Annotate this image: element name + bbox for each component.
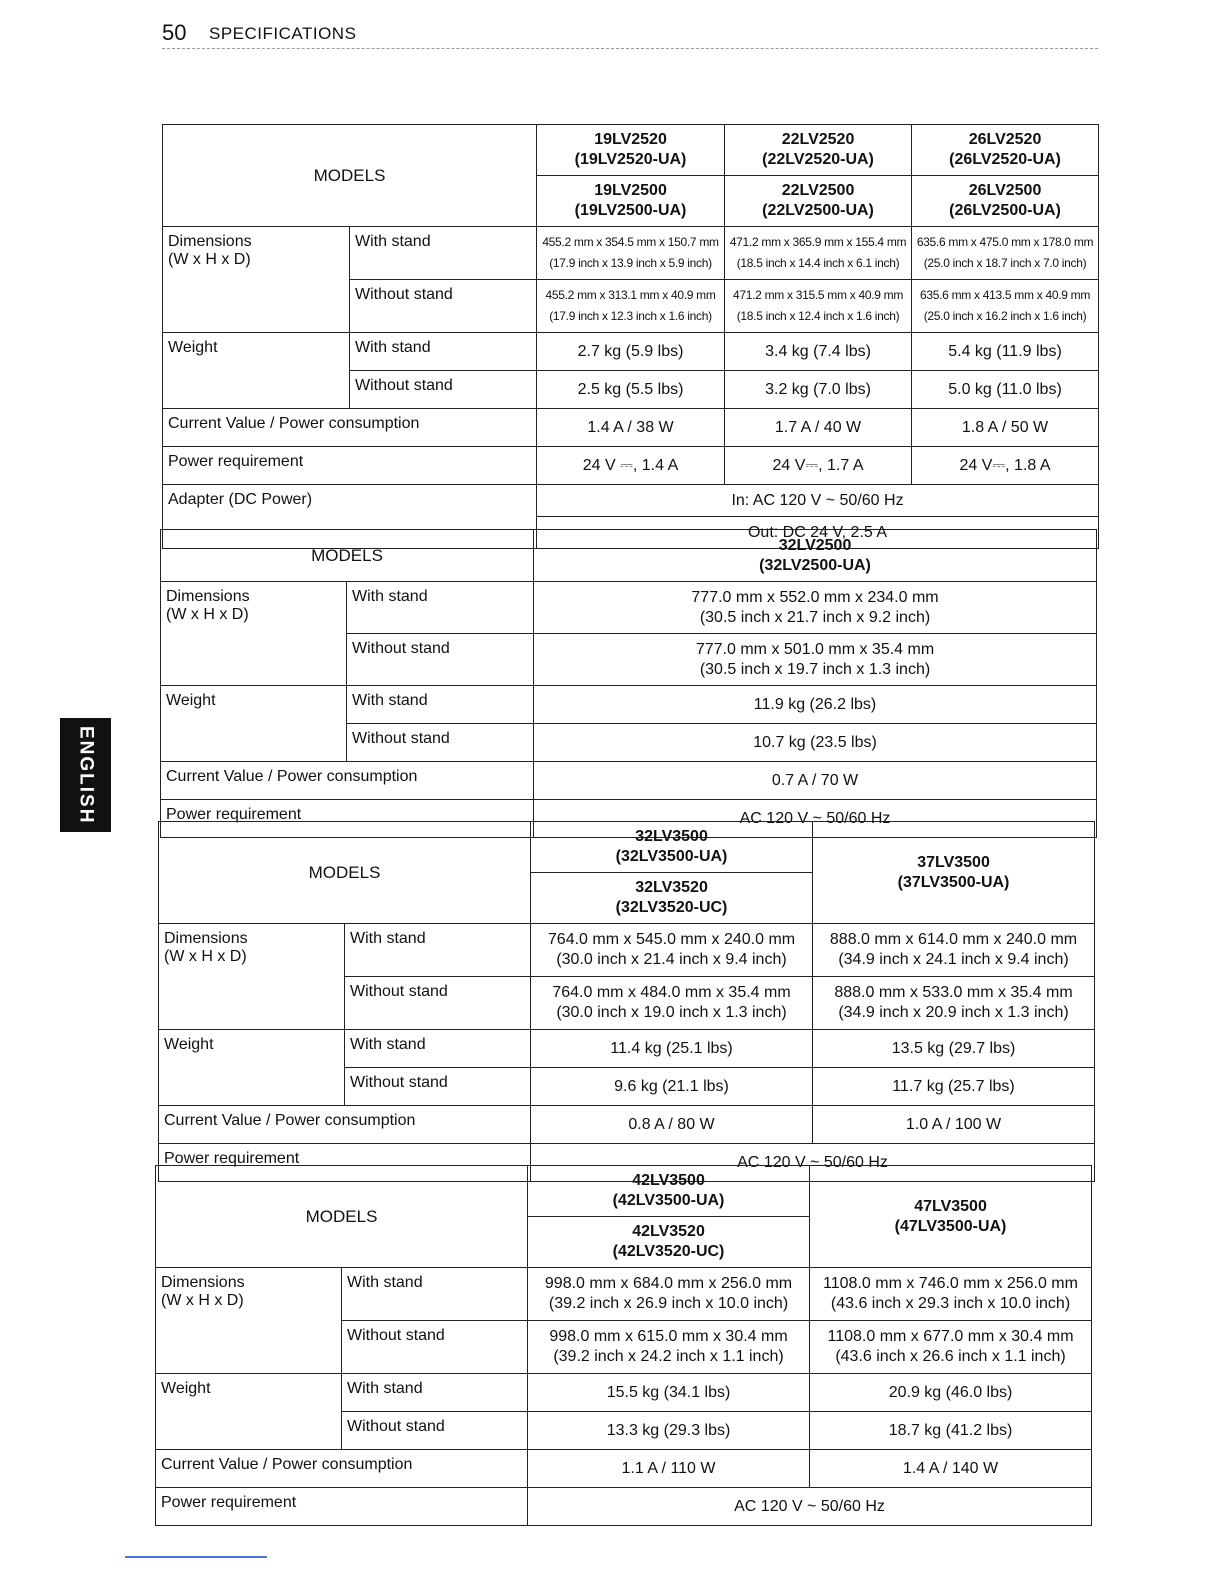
page-header <box>162 20 1098 49</box>
model-name: 42LV3520 (42LV3520-UC) <box>528 1217 810 1268</box>
without-stand-label: Without stand <box>345 977 531 1030</box>
model-name: 22LV2520 (22LV2520-UA) <box>725 125 912 176</box>
weight-value: 9.6 kg (21.1 lbs) <box>531 1068 813 1106</box>
current-label: Current Value / Power consumption <box>159 1106 531 1144</box>
current-value: 1.4 A / 38 W <box>537 409 725 447</box>
weight-value: 11.9 kg (26.2 lbs) <box>534 686 1097 724</box>
without-stand-label: Without stand <box>347 634 534 686</box>
page-title: SPECIFICATIONS <box>209 24 357 43</box>
model-name: 47LV3500 (47LV3500-UA) <box>810 1166 1092 1268</box>
current-value: 0.7 A / 70 W <box>534 762 1097 800</box>
model-name: 19LV2500 (19LV2500-UA) <box>537 176 725 227</box>
without-stand-label: Without stand <box>342 1412 528 1450</box>
dimensions-label: Dimensions (W x H x D) <box>161 582 347 686</box>
dimension-value: 777.0 mm x 501.0 mm x 35.4 mm (30.5 inch x 19.7 inch x 1.3 inch) <box>534 634 1097 686</box>
language-tab: ENGLISH <box>60 718 111 832</box>
adapter-in-value: In: AC 120 V ~ 50/60 Hz <box>537 485 1099 517</box>
spec-table-32lv2500 <box>160 529 1097 838</box>
weight-value: 18.7 kg (41.2 lbs) <box>810 1412 1092 1450</box>
weight-value: 20.9 kg (46.0 lbs) <box>810 1374 1092 1412</box>
weight-value: 3.4 kg (7.4 lbs) <box>725 333 912 371</box>
dimension-value: 998.0 mm x 615.0 mm x 30.4 mm (39.2 inch x 24.2 inch x 1.1 inch) <box>528 1321 810 1374</box>
power-requirement-label: Power requirement <box>161 800 534 838</box>
models-header: MODELS <box>156 1166 528 1268</box>
power-value: AC 120 V ~ 50/60 Hz <box>528 1488 1092 1526</box>
with-stand-label: With stand <box>347 582 534 634</box>
power-value: 24 V ⎓, 1.4 A <box>537 447 725 485</box>
dimension-value: 888.0 mm x 614.0 mm x 240.0 mm (34.9 inch x 24.1 inch x 9.4 inch) <box>813 924 1095 977</box>
current-value: 0.8 A / 80 W <box>531 1106 813 1144</box>
weight-value: 2.5 kg (5.5 lbs) <box>537 371 725 409</box>
without-stand-label: Without stand <box>345 1068 531 1106</box>
weight-value: 13.5 kg (29.7 lbs) <box>813 1030 1095 1068</box>
weight-label: Weight <box>159 1030 345 1106</box>
dimension-value: 635.6 mm x 475.0 mm x 178.0 mm (25.0 inch x 18.7 inch x 7.0 inch) <box>912 227 1099 280</box>
footer-rule <box>125 1556 267 1558</box>
model-name: 32LV2500 (32LV2500-UA) <box>534 530 1097 582</box>
dimension-value: 888.0 mm x 533.0 mm x 35.4 mm (34.9 inch x 20.9 inch x 1.3 inch) <box>813 977 1095 1030</box>
without-stand-label: Without stand <box>342 1321 528 1374</box>
model-name: 19LV2520 (19LV2520-UA) <box>537 125 725 176</box>
weight-label: Weight <box>163 333 350 409</box>
dimensions-label: Dimensions (W x H x D) <box>159 924 345 1030</box>
weight-value: 5.4 kg (11.9 lbs) <box>912 333 1099 371</box>
without-stand-label: Without stand <box>347 724 534 762</box>
dimension-value: 455.2 mm x 313.1 mm x 40.9 mm (17.9 inch x 12.3 inch x 1.6 inch) <box>537 280 725 333</box>
power-requirement-label: Power requirement <box>156 1488 528 1526</box>
weight-value: 10.7 kg (23.5 lbs) <box>534 724 1097 762</box>
power-value: 24 V⎓, 1.7 A <box>725 447 912 485</box>
models-header: MODELS <box>161 530 534 582</box>
model-name: 42LV3500 (42LV3500-UA) <box>528 1166 810 1217</box>
power-value: 24 V⎓, 1.8 A <box>912 447 1099 485</box>
dimension-value: 998.0 mm x 684.0 mm x 256.0 mm (39.2 inch x 26.9 inch x 10.0 inch) <box>528 1268 810 1321</box>
dimension-value: 764.0 mm x 484.0 mm x 35.4 mm (30.0 inch x 19.0 inch x 1.3 inch) <box>531 977 813 1030</box>
weight-label: Weight <box>161 686 347 762</box>
with-stand-label: With stand <box>347 686 534 724</box>
current-value: 1.1 A / 110 W <box>528 1450 810 1488</box>
power-requirement-label: Power requirement <box>159 1144 531 1182</box>
current-value: 1.4 A / 140 W <box>810 1450 1092 1488</box>
with-stand-label: With stand <box>342 1268 528 1321</box>
model-name: 32LV3500 (32LV3500-UA) <box>531 822 813 873</box>
model-name: 26LV2500 (26LV2500-UA) <box>912 176 1099 227</box>
current-value: 1.7 A / 40 W <box>725 409 912 447</box>
power-value: AC 120 V ~ 50/60 Hz <box>534 800 1097 838</box>
weight-value: 5.0 kg (11.0 lbs) <box>912 371 1099 409</box>
with-stand-label: With stand <box>345 924 531 977</box>
dimension-value: 635.6 mm x 413.5 mm x 40.9 mm (25.0 inch x 16.2 inch x 1.6 inch) <box>912 280 1099 333</box>
dimensions-label: Dimensions (W x H x D) <box>163 227 350 333</box>
models-header: MODELS <box>163 125 537 227</box>
spec-table-lv2500-small <box>162 124 1099 549</box>
with-stand-label: With stand <box>350 227 537 280</box>
dimension-value: 471.2 mm x 315.5 mm x 40.9 mm (18.5 inch x 12.4 inch x 1.6 inch) <box>725 280 912 333</box>
dimension-value: 1108.0 mm x 746.0 mm x 256.0 mm (43.6 inch x 29.3 inch x 10.0 inch) <box>810 1268 1092 1321</box>
spec-table-lv3500-mid <box>158 821 1095 1182</box>
weight-value: 3.2 kg (7.0 lbs) <box>725 371 912 409</box>
current-label: Current Value / Power consumption <box>163 409 537 447</box>
model-name: 26LV2520 (26LV2520-UA) <box>912 125 1099 176</box>
with-stand-label: With stand <box>342 1374 528 1412</box>
dimension-value: 1108.0 mm x 677.0 mm x 30.4 mm (43.6 inch x 26.6 inch x 1.1 inch) <box>810 1321 1092 1374</box>
model-name: 32LV3520 (32LV3520-UC) <box>531 873 813 924</box>
power-value: AC 120 V ~ 50/60 Hz <box>531 1144 1095 1182</box>
with-stand-label: With stand <box>345 1030 531 1068</box>
dimension-value: 455.2 mm x 354.5 mm x 150.7 mm (17.9 inch x 13.9 inch x 5.9 inch) <box>537 227 725 280</box>
model-name: 22LV2500 (22LV2500-UA) <box>725 176 912 227</box>
dimension-value: 777.0 mm x 552.0 mm x 234.0 mm (30.5 inch x 21.7 inch x 9.2 inch) <box>534 582 1097 634</box>
model-name: 37LV3500 (37LV3500-UA) <box>813 822 1095 924</box>
without-stand-label: Without stand <box>350 280 537 333</box>
spec-table-lv3500-large <box>155 1165 1092 1526</box>
weight-label: Weight <box>156 1374 342 1450</box>
current-value: 1.8 A / 50 W <box>912 409 1099 447</box>
current-value: 1.0 A / 100 W <box>813 1106 1095 1144</box>
weight-value: 2.7 kg (5.9 lbs) <box>537 333 725 371</box>
weight-value: 13.3 kg (29.3 lbs) <box>528 1412 810 1450</box>
adapter-out-value: Out: DC 24 V, 2.5 A <box>537 517 1099 549</box>
without-stand-label: Without stand <box>350 371 537 409</box>
models-header: MODELS <box>159 822 531 924</box>
dimensions-label: Dimensions (W x H x D) <box>156 1268 342 1374</box>
weight-value: 11.4 kg (25.1 lbs) <box>531 1030 813 1068</box>
page-number: 50 <box>162 20 187 45</box>
weight-value: 15.5 kg (34.1 lbs) <box>528 1374 810 1412</box>
current-label: Current Value / Power consumption <box>156 1450 528 1488</box>
adapter-label: Adapter (DC Power) <box>163 485 537 549</box>
dimension-value: 471.2 mm x 365.9 mm x 155.4 mm (18.5 inch x 14.4 inch x 6.1 inch) <box>725 227 912 280</box>
dimension-value: 764.0 mm x 545.0 mm x 240.0 mm (30.0 inch x 21.4 inch x 9.4 inch) <box>531 924 813 977</box>
power-requirement-label: Power requirement <box>163 447 537 485</box>
weight-value: 11.7 kg (25.7 lbs) <box>813 1068 1095 1106</box>
current-label: Current Value / Power consumption <box>161 762 534 800</box>
with-stand-label: With stand <box>350 333 537 371</box>
